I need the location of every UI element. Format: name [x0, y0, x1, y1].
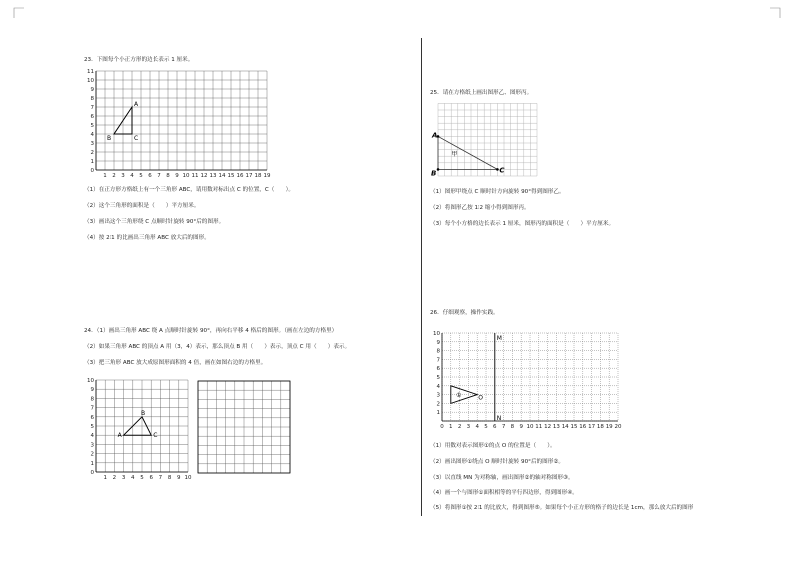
y-tick-label: 7 [436, 357, 440, 364]
x-tick-label: 10 [184, 475, 192, 481]
point-a-label: A [432, 131, 438, 140]
x-tick-label: 1 [103, 475, 107, 481]
point-b-label: B [431, 169, 437, 178]
q25-grid[interactable] [430, 100, 540, 180]
q23-grid[interactable] [84, 69, 271, 180]
x-tick-label: 6 [148, 173, 152, 179]
x-tick-label: 7 [501, 424, 506, 430]
y-tick-label: 6 [90, 414, 94, 421]
x-tick-label: 2 [457, 424, 462, 430]
point-c-label: C [499, 166, 505, 175]
x-tick-label: 5 [140, 475, 144, 481]
y-tick-label: 2 [436, 401, 440, 408]
vertex-dot [496, 168, 499, 171]
x-tick-label: 12 [544, 424, 552, 430]
x-tick-label: 16 [579, 424, 587, 430]
y-tick-label: 6 [436, 366, 440, 373]
x-tick-label: 17 [588, 424, 596, 430]
x-tick-label: 14 [218, 173, 226, 179]
x-tick-label: 13 [552, 424, 560, 430]
x-tick-label: 18 [596, 424, 604, 430]
crop-mark-top-right [770, 8, 780, 18]
x-tick-label: 8 [167, 475, 172, 481]
x-tick-label: 7 [158, 475, 163, 481]
y-tick-label: 3 [90, 442, 94, 449]
y-tick-label: 9 [90, 87, 94, 93]
q25-title: 25．请在方格纸上画出图形乙、图形丙。 [430, 90, 533, 96]
column-divider [421, 38, 422, 516]
q26-title: 26．仔细观察，操作实践。 [430, 310, 499, 316]
point-b-label: B [141, 409, 146, 417]
q24-left-grid[interactable] [84, 372, 196, 484]
q26-sub-5: （5）将图形①按 2∶1 的比放大，得到图形⑤。如果每个小正方形的格子的边长是 1cm，那么放大后的图形 [430, 505, 694, 511]
q24-right-grid[interactable] [196, 376, 288, 478]
y-tick-label: 4 [90, 433, 94, 440]
x-tick-label: 2 [112, 173, 116, 179]
q24-line-1: 24．（1）画出三角形 ABC 绕 A 点顺时针旋转 90°，再向右平移 4 格后的图形。（画在左边的方格里） [84, 328, 338, 334]
x-tick-label: 0 [440, 424, 444, 430]
x-tick-label: 4 [131, 475, 135, 481]
x-tick-label: 14 [561, 424, 569, 430]
point-o-label: O [478, 394, 483, 402]
x-tick-label: 3 [121, 173, 125, 179]
point-n-label: N [496, 415, 502, 422]
x-tick-label: 11 [191, 173, 199, 179]
x-tick-label: 9 [519, 424, 523, 430]
y-tick-label: 7 [90, 105, 94, 111]
y-tick-label: 1 [90, 159, 94, 165]
q26-sub-3: （3）以直线 MN 为对称轴，画出图形②的轴对称图形③。 [430, 475, 574, 481]
y-tick-label: 9 [90, 387, 94, 394]
vertex-dot [437, 168, 440, 171]
point-b-label: B [107, 135, 112, 142]
x-tick-label: 6 [493, 424, 497, 430]
x-tick-label: 3 [466, 424, 471, 430]
x-tick-label: 3 [121, 475, 126, 481]
y-tick-label: 7 [90, 405, 94, 412]
q25-sub-1: （1）图形甲绕点 C 顺时针方向旋转 90°得到图形乙。 [430, 189, 565, 195]
triangle-jia [438, 136, 497, 169]
q23-title: 23．下图每个小正方形的边长表示 1 厘米。 [84, 57, 194, 63]
point-m-label: M [496, 335, 502, 342]
x-tick-label: 17 [245, 173, 253, 179]
x-tick-label: 4 [475, 424, 479, 430]
q23-sub-3: （3）画出这个三角形绕 C 点顺时针旋转 90°后的图形。 [84, 219, 225, 225]
y-tick-label: 6 [90, 114, 94, 120]
x-tick-label: 1 [449, 424, 453, 430]
y-tick-label: 10 [433, 331, 440, 337]
x-tick-label: 10 [182, 173, 190, 179]
point-a-label: A [117, 432, 122, 440]
q23-sub-1: （1）在正方形方格纸上有一个三角形 ABC，请用数对标出点 C 的位置，C（ ）。 [84, 187, 294, 193]
y-tick-label: 5 [90, 424, 94, 430]
x-tick-label: 4 [130, 173, 134, 179]
x-tick-label: 5 [139, 173, 143, 179]
y-tick-label: 1 [90, 460, 94, 467]
y-tick-label: 3 [90, 141, 94, 147]
y-tick-label: 11 [87, 69, 94, 75]
x-tick-label: 15 [227, 173, 235, 179]
y-tick-label: 8 [90, 96, 94, 102]
x-tick-label: 19 [605, 424, 613, 430]
y-tick-label: 10 [87, 378, 94, 384]
q23-sub-2: （2）这个三角形的面积是（ ）平方厘米。 [84, 203, 200, 209]
x-tick-label: 9 [177, 475, 181, 481]
crop-mark-top-left [14, 8, 24, 18]
y-tick-label: 4 [436, 383, 440, 390]
y-tick-label: 2 [90, 451, 94, 458]
shape-jia-label: 甲 [451, 151, 458, 159]
y-tick-label: 10 [87, 78, 94, 84]
q26-sub-4: （4）画一个与图形①面积相等的平行四边形，得到图形④。 [430, 490, 578, 496]
y-tick-label: 9 [436, 339, 440, 346]
x-tick-label: 18 [254, 173, 262, 179]
x-tick-label: 16 [236, 173, 244, 179]
x-tick-label: 8 [510, 424, 515, 430]
y-tick-label: 0 [90, 470, 94, 476]
y-tick-label: 8 [90, 396, 94, 403]
x-tick-label: 2 [112, 475, 117, 481]
q24-line-2: （2）如果三角形 ABC 的顶点 A 用（3，4）表示，那么顶点 B 用（ ）表示，顶点 C 用（ ）表示。 [84, 344, 351, 350]
q25-sub-2: （2）将图形乙按 1∶2 缩小得到图形丙。 [430, 205, 530, 211]
x-tick-label: 8 [166, 173, 170, 179]
q26-sub-2: （2）画出图形①绕点 O 顺时针旋转 90°后的图形②。 [430, 459, 564, 465]
point-a-label: A [134, 101, 139, 108]
q25-sub-3: （3）每个小方格的边长表示 1 厘米，图形丙的面积是（ ）平方厘米。 [430, 221, 615, 227]
x-tick-label: 7 [157, 173, 161, 179]
x-tick-label: 6 [149, 475, 153, 481]
x-tick-label: 13 [209, 173, 217, 179]
q24-line-3: （3）把三角形 ABC 放大成原图形面积的 4 倍，画在如图右边的方格里。 [84, 360, 267, 366]
point-c-label: C [153, 432, 158, 440]
y-tick-label: 3 [436, 392, 440, 399]
x-tick-label: 20 [614, 424, 622, 430]
x-tick-label: 9 [175, 173, 179, 179]
x-tick-label: 10 [526, 424, 534, 430]
x-tick-label: 12 [200, 173, 208, 179]
y-tick-label: 0 [90, 168, 94, 174]
q26-grid[interactable] [430, 326, 630, 436]
y-tick-label: 4 [90, 132, 94, 138]
q26-sub-1: （1）用数对表示图形①的点 O 的位置是（ ）。 [430, 443, 556, 449]
x-tick-label: 19 [263, 173, 271, 179]
point-c-label: C [134, 135, 139, 142]
y-tick-label: 1 [436, 410, 440, 417]
q23-sub-4: （4）按 2∶1 的比画出三角形 ABC 放大后的图形。 [84, 235, 210, 241]
y-tick-label: 5 [436, 375, 440, 381]
x-tick-label: 1 [103, 173, 107, 179]
x-tick-label: 15 [570, 424, 578, 430]
x-tick-label: 5 [484, 424, 488, 430]
y-tick-label: 5 [90, 123, 94, 129]
y-tick-label: 2 [90, 150, 94, 156]
y-tick-label: 8 [436, 348, 440, 355]
shape-1-label: ① [456, 392, 462, 400]
x-tick-label: 11 [535, 424, 543, 430]
